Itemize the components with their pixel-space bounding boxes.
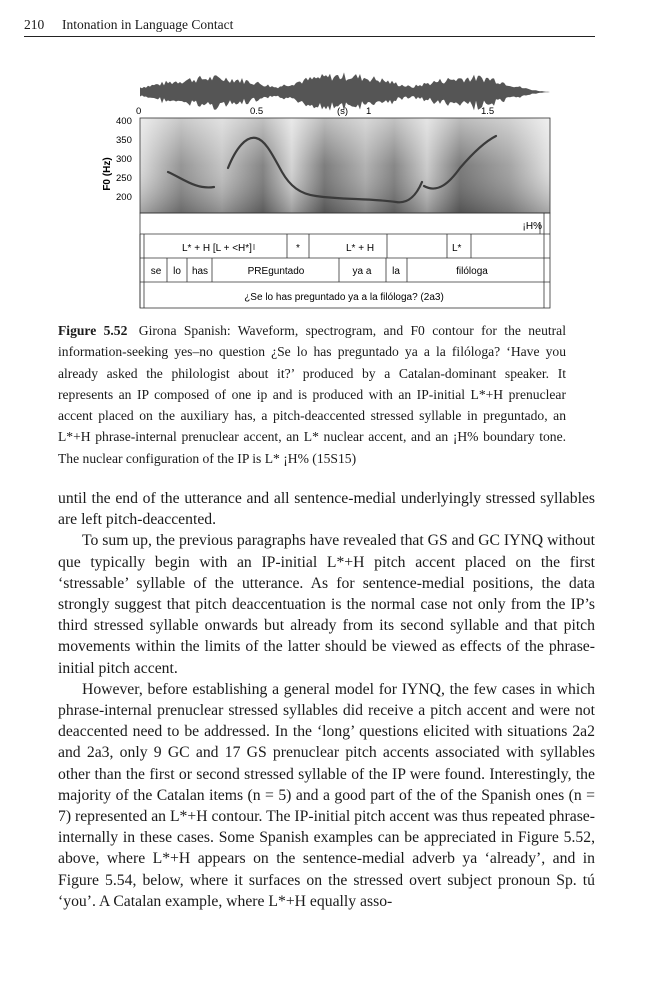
time-tick: 1 bbox=[366, 106, 372, 117]
time-tick: 0.5 bbox=[250, 106, 264, 117]
page-number: 210 bbox=[24, 17, 45, 32]
running-title: Intonation in Language Contact bbox=[62, 17, 234, 32]
y-tick: 250 bbox=[116, 173, 132, 184]
time-unit: (s) bbox=[337, 106, 349, 117]
paragraph: However, before establishing a general model for IYNQ, the few cases in which phrase-internal prenuclear stressed syllables did receive a pitch accent and were not deaccented need to be addressed. In the ‘long’ questions elicited with situations 2a2 and 2a3, only 9 GC and 17 GS prenuclear pitch accents associated with syllables other than the first or second stressed syllable of the IP were found. Interestingly, the majority of the Catalan items (n = 5) and a good part of the of the Spanish ones (n = 7) represented an L*+H contour. The IP-initial pitch accent was thus repeated phrase-internally in these cases. Some Spanish examples can be appreciated in Figure 5.52, above, where L*+H appears on the sentence-medial adverb ya ‘already’, and in Figure 5.54, below, where it surfaces on the stressed overt subject pronoun Sp. tú ‘you’. A Catalan example, where L*+H equally asso- bbox=[58, 680, 595, 910]
f0-axis bbox=[102, 116, 132, 203]
paragraph: until the end of the utterance and all sentence-medial underlyingly stressed syllables are left pitch-deaccented. bbox=[58, 490, 595, 529]
word-label: lo bbox=[173, 266, 181, 277]
y-tick: 300 bbox=[116, 154, 132, 165]
word-label: has bbox=[191, 266, 209, 277]
running-header bbox=[24, 14, 595, 37]
sentence-label: ¿Se lo has preguntado ya a la filóloga? (2a3) bbox=[244, 292, 444, 303]
boundary-tone-label: ¡H% bbox=[522, 221, 542, 232]
accent-label: L* bbox=[452, 243, 462, 254]
y-tick: 400 bbox=[116, 116, 132, 127]
speech-analysis-figure bbox=[104, 66, 550, 310]
body-text bbox=[58, 488, 595, 912]
accent-label: L* + H bbox=[346, 243, 375, 254]
y-tick: 350 bbox=[116, 135, 132, 146]
word-label: PREguntado bbox=[247, 266, 305, 277]
paragraph: To sum up, the previous paragraphs have revealed that GS and GC IYNQ without que typically begin with an IP-initial L*+H pitch accent placed on the first ‘stressable’ syllable of the utterance. As for sentence-medial positions, the data strongly suggest that pitch deaccentuation is the normal case not only from the IP’s third stressed syllable onwards but already from its second syllable and that pitch movements within the limits of the latter should be viewed as effects of the phrase-initial pitch accent. bbox=[58, 532, 595, 677]
word-label: filóloga bbox=[456, 266, 488, 277]
accent-label: L* + H [L + <H*] bbox=[182, 243, 252, 254]
time-tick: 1.5 bbox=[481, 106, 495, 117]
figure-label: Figure 5.52 bbox=[58, 323, 128, 338]
caption-text: Girona Spanish: Waveform, spectrogram, and F0 contour for the neutral information-seeking yes–no question ¿Se lo has preguntado ya a la filóloga? ‘Have you already asked the philologist about it?’ produced by a Catalan-dominant speaker. It represents an IP composed of one ip and is produced with an IP-initial L*+H prenuclear accent placed on the auxiliary has, a pitch-deaccented stressed syllable in preguntado, an L*+H phrase-internal prenuclear accent, an L* nuclear accent, and an ¡H% boundary tone. The nuclear configuration of the IP is L* ¡H% (15S15) bbox=[58, 323, 566, 466]
word-label: ya a bbox=[352, 266, 372, 277]
accent-label: * bbox=[296, 243, 300, 254]
y-axis-label: F0 (Hz) bbox=[102, 157, 113, 191]
figure-caption bbox=[58, 320, 566, 469]
word-label: la bbox=[392, 266, 400, 277]
word-label: se bbox=[150, 266, 162, 277]
time-tick: 0 bbox=[136, 106, 142, 117]
y-tick: 200 bbox=[116, 192, 132, 203]
